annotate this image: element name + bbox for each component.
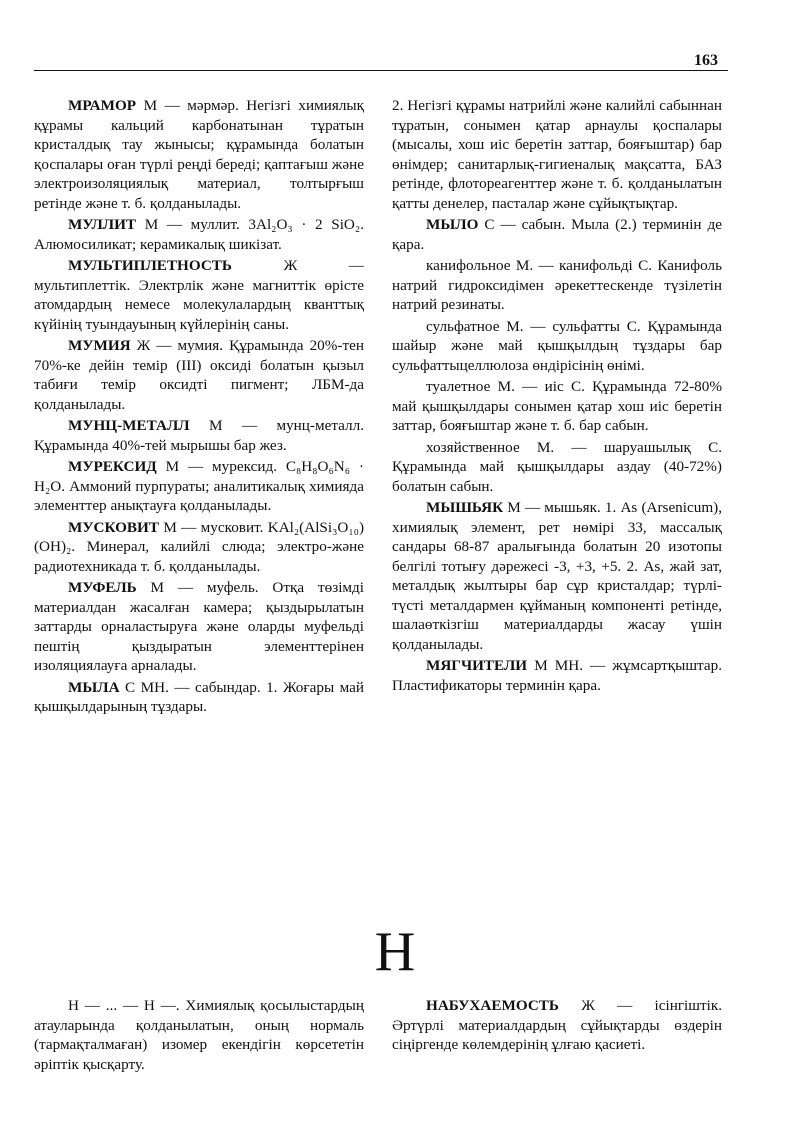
entry-mullit [34, 215, 364, 254]
entry-body: туалетное М. — иіс С. Құрамында 72-80% май қышқылдары сонымен қатар хош иіс беретін заттар, бояғыштар және т. б. бар сабын. [392, 378, 722, 434]
entry-head: МЫЛА [68, 678, 120, 696]
entry-body: хозяйственное М. — шаруашылық С. Құрамында май қышқылдары аздау (40-72%) болатын сабын. [392, 438, 722, 495]
section-letter: Н [374, 921, 416, 983]
entry-head: МУРЕКСИД [68, 458, 157, 475]
entry-mylo-sulfatnoe [392, 317, 722, 376]
entry-body: М — муфель. Отқа төзімді материалдан жасалған камера; қыздырылатын заттарды орналастыруға және оларды муфельді пештің қыздыратын элементтерінен изоляциялауға арналады. [34, 579, 364, 674]
entry-head: МРАМОР [68, 97, 137, 114]
entry-head: МУЛЬТИПЛЕТНОСТЬ [68, 257, 232, 274]
entry-head: МУМИЯ [68, 337, 131, 354]
entry-body: М — мурексид. C₈H₈O₆N₆ · H₂O. Аммоний пурпураты; аналитикалық химияда элементтер анықтауға қолданылады. [34, 458, 364, 514]
bottom-right-column [392, 996, 722, 1057]
entry-body: Ж — ісінгіштік. Әртүрлі материалдардың сұйықтарды өздерін сіңіргенде көлемдерінің ұлғаю қасиеті. [392, 997, 722, 1053]
entry-head: МУСКОВИТ [68, 518, 159, 536]
entry-body: С — сабын. Мыла (2.) терминін де қара. [392, 216, 722, 253]
entry-mylo-tualetnoe [392, 377, 722, 436]
entry-mramor [34, 96, 364, 213]
entry-mureksid [34, 457, 364, 516]
entry-head: МЯГЧИТЕЛИ [426, 657, 528, 674]
entry-n-prefix [34, 996, 364, 1074]
entry-body: 2. Негізгі құрамы натрийлі және калийлі сабыннан тұратын, сонымен қатар арнаулы қоспалары (мысалы, хош иіс беретін заттар, бояғыштар) бар өнімдер; санитарлық-гигиеналық мақсатта, БАЗ ретінде, флотореагенттер және т. б. қолданылатын қатты денелер, пасталар және сұйықтықтар. [392, 97, 722, 212]
entry-body: М — муллит. 3Al₂O₃ · 2 SiO₂. Алюмосиликат; керамикалық шикізат. [34, 216, 364, 253]
entry-nabukhaemost [392, 996, 722, 1055]
entry-mylo [392, 215, 722, 254]
entry-myagchiteli [392, 656, 722, 695]
entry-head: МУНЦ-МЕТАЛЛ [68, 417, 190, 434]
entry-head: НАБУХАЕМОСТЬ [426, 997, 559, 1014]
entry-head: МЫЛО [426, 216, 479, 233]
entry-mylo-kanifolnoe [392, 256, 722, 315]
entry-multipletnost [34, 256, 364, 334]
entry-head: МЫШЬЯК [426, 499, 504, 516]
entry-munts-metall [34, 416, 364, 455]
entry-body: М — мунц-металл. Құрамында 40%-тей мырышы бар жез. [34, 417, 364, 454]
entry-body: М — мышьяк. 1. As (Arsenicum), химиялық элемент, рет нөмірі 33, массалық сандары 68-87 аралығында болатын 20 изотопы белгілі тотығу дәрежесі -3, +3, +5. 2. As, жай зат, металдық жылтыры бар сұр кристалдар; түрлі-түсті металдармен құйманың компоненті ретінде, шалаөткізгіш материалдарды жасау үшін қолданылады. [392, 499, 722, 653]
entry-body: Н — ... — Н —. Химиялық қосылыстардың атауларында қолданылатын, оның нормаль (тармақталмаған) изомер екендігін көрсететін әріптік қысқарту. [34, 997, 364, 1073]
entry-mufel [34, 578, 364, 676]
page-number: 163 [694, 52, 718, 69]
entry-body: М — мусковит. KAl₂(AlSi₃O₁₀)(OH)₂. Минерал, калийлі слюда; электро-және радиотехникада т. б. қолданылады. [34, 518, 364, 575]
entry-body: С МН. — сабындар. 1. Жоғары май қышқылдарының тұздары. [34, 678, 364, 715]
header-rule [34, 70, 728, 71]
entry-mylo-khozyaystvennoe [392, 438, 722, 497]
entry-body: М МН. — жұмсартқыштар. Пластификаторы терминін қара. [392, 657, 722, 694]
entry-body: Ж — мультиплеттік. Электрлік және магниттік өрісте атомдардың немесе молекулалардың кванттық күйінің туындауының күйлерінің саны. [34, 257, 364, 333]
entry-myla-continued [392, 96, 722, 213]
left-column [34, 96, 364, 719]
entry-head: МУЛЛИТ [68, 216, 137, 233]
entry-body: сульфатное М. — сульфатты С. Құрамында шайыр және май қышқылдың тұздары бар сульфаттыцеллюлоза өндірісінің өнімі. [392, 317, 722, 374]
entry-myla [34, 678, 364, 717]
right-column [392, 96, 722, 697]
entry-myshyak [392, 498, 722, 654]
entry-body: Ж — мумия. Құрамында 20%-тен 70%-ке дейін темір (III) оксиді болатын қызыл табиғи темір оксидті пигмент; ЛБМ-да қолданылады. [34, 337, 364, 413]
bottom-left-column [34, 996, 364, 1076]
entry-muskovit [34, 518, 364, 577]
entry-mumiya [34, 336, 364, 414]
entry-body: канифольное М. — канифольді С. Канифоль натрий гидроксидімен әрекеттескенде түзілетін натрий резинаты. [392, 257, 722, 313]
entry-head: МУФЕЛЬ [68, 579, 137, 596]
entry-body: М — мәрмәр. Негізгі химиялық құрамы кальций карбонатынан тұратын кристалдық тау жынысы; құрамында болатын қоспалары оған түрлі реңді береді; қаптағыш және электроизоляциялық материал, толтырғыш ретінде және т. б. қолданылады. [34, 97, 364, 212]
